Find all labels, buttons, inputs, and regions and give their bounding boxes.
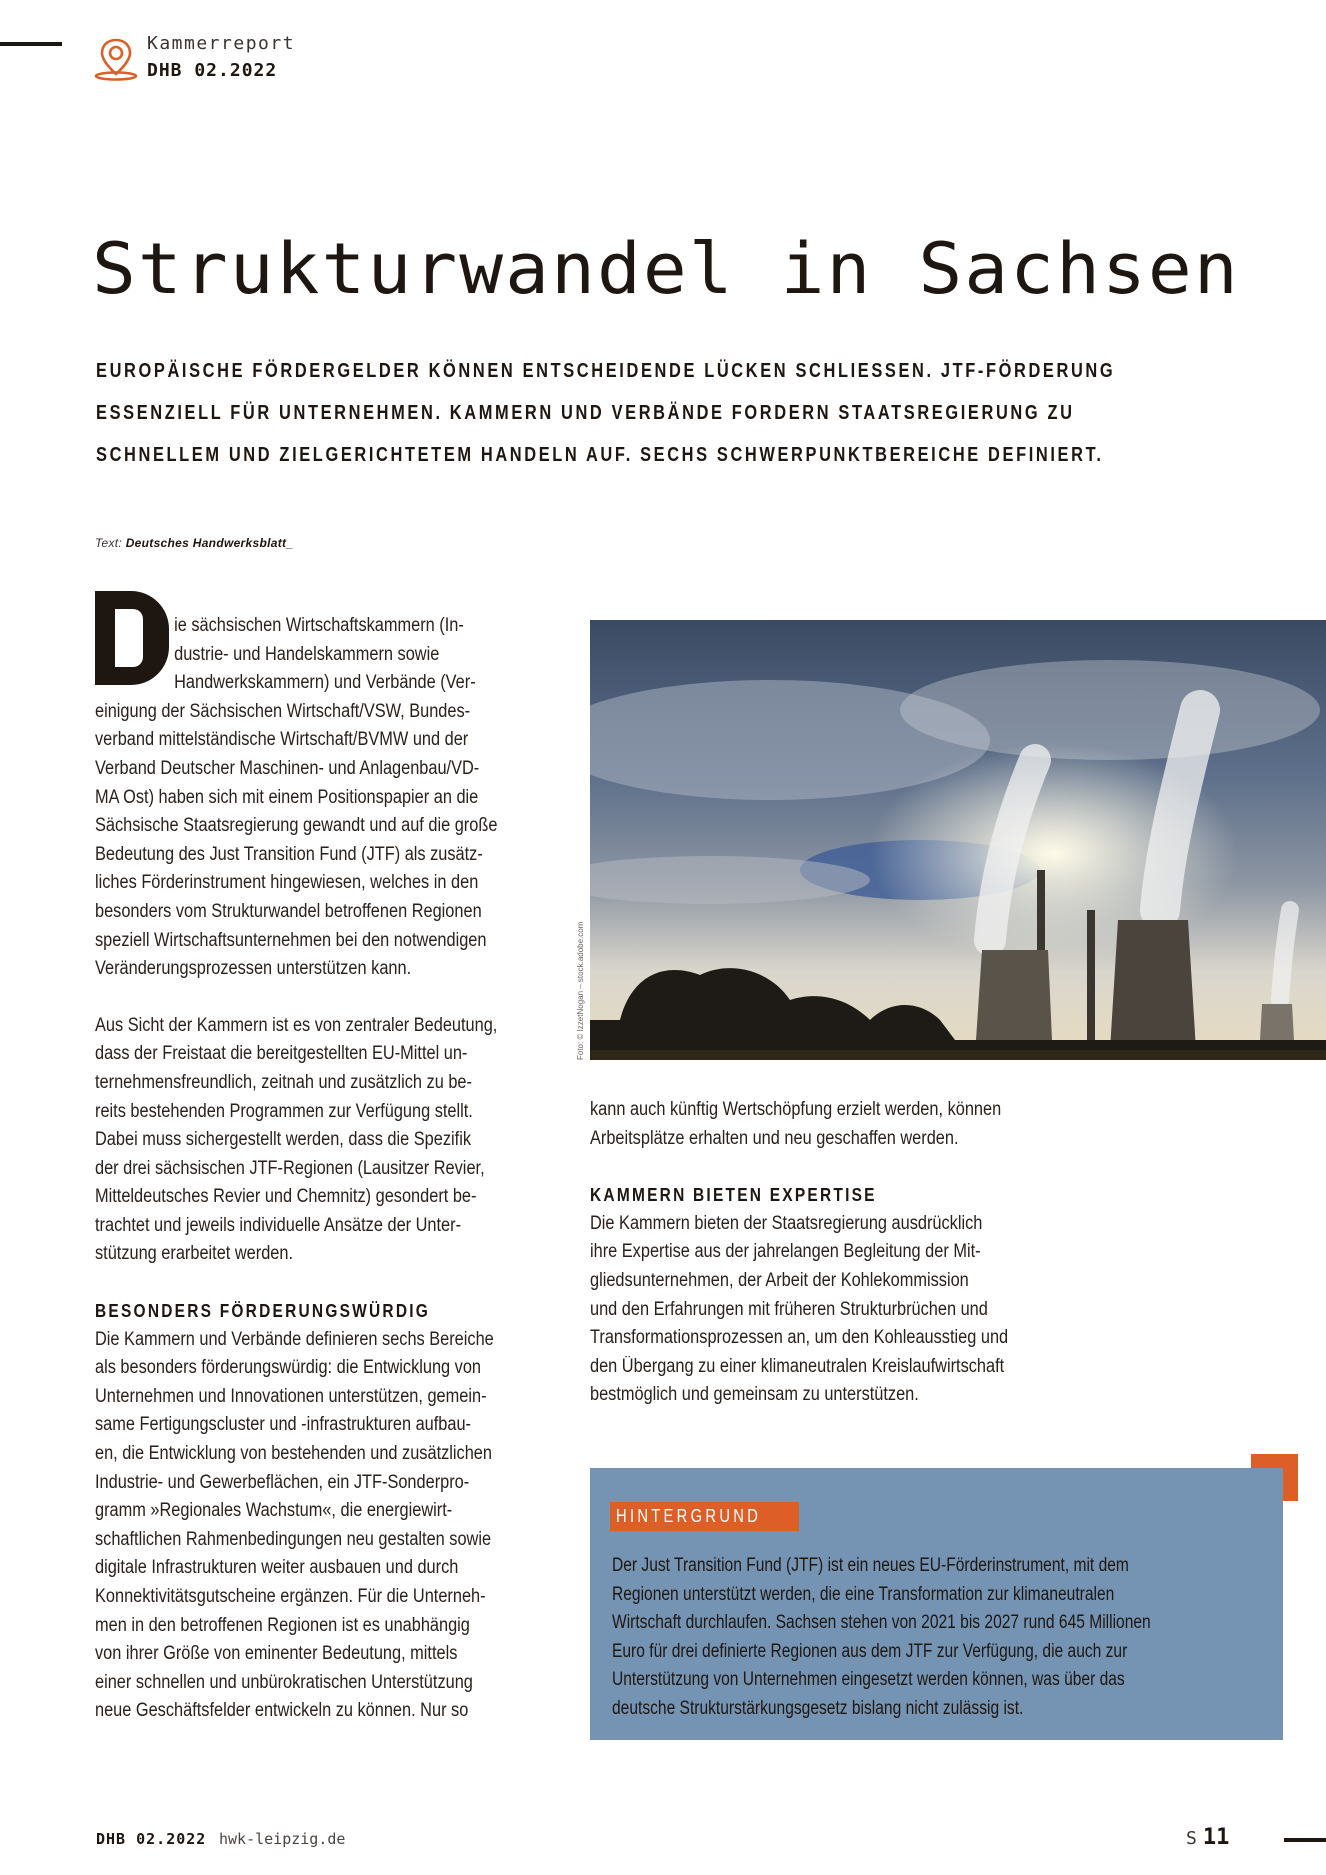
text-line: einer schnellen und unbürokratischen Unterstützung [95, 1671, 473, 1693]
lead-line: EUROPÄISCHE FÖRDERGELDER KÖNNEN ENTSCHEIDENDE LÜCKEN SCHLIESSEN. JTF-FÖRDERUNG [96, 360, 1116, 382]
text-line: Bedeutung des Just Transition Fund (JTF) als zusätz- [95, 843, 483, 865]
text-line: Dabei muss sichergestellt werden, dass die Spezifik [95, 1129, 472, 1151]
article-column-right [590, 1096, 1070, 1410]
subheading-besonders-foerderungswuerdig: BESONDERS FÖRDERUNGSWÜRDIG [95, 1301, 431, 1322]
text-line: schaftlichen Rahmenbedingungen neu gestalten sowie [95, 1528, 492, 1550]
text-line: bestmöglich und gemeinsam zu unterstützen. [590, 1384, 919, 1406]
paragraph-expertise [590, 1210, 1070, 1410]
text-line: deutsche Strukturstärkungsgesetz bislang nicht zulässig ist. [612, 1697, 1024, 1719]
page-prefix: S [1186, 1828, 1197, 1849]
text-line: Transformationsprozessen an, um den Kohleausstieg und [590, 1327, 1009, 1349]
text-line: stützung erarbeitet werden. [95, 1243, 294, 1265]
byline-label: Text: [95, 536, 123, 550]
power-plant-photo [590, 620, 1326, 1060]
footer-issue: DHB 02.2022 [96, 1830, 207, 1848]
text-line: Die Kammern bieten der Staatsregierung ausdrücklich [590, 1212, 983, 1234]
paragraph-continuation [590, 1096, 1070, 1153]
text-line: den Übergang zu einer klimaneutralen Kreislaufwirtschaft [590, 1355, 1005, 1377]
infobox-tag-label: HINTERGRUND [616, 1506, 762, 1526]
text-line: trachtet und jeweils individuelle Ansätze der Unter- [95, 1214, 462, 1236]
text-line: einigung der Sächsischen Wirtschaft/VSW, Bundes- [95, 700, 471, 722]
text-line: Unternehmen und Innovationen unterstützen, gemein- [95, 1385, 487, 1407]
text-line: gramm »Regionales Wachstum«, die energiewirt- [95, 1500, 453, 1522]
page-number-value: 11 [1202, 1825, 1230, 1850]
text-line: ternehmensfreundlich, zeitnah und zusätzlich zu be- [95, 1071, 472, 1093]
byline [95, 536, 293, 550]
footer-rule [1284, 1838, 1326, 1842]
text-line: ihre Expertise aus der jahrelangen Begleitung der Mit- [590, 1241, 981, 1263]
byline-author: Deutsches Handwerksblatt_ [125, 536, 294, 550]
issue-label: DHB 02.2022 [147, 60, 278, 81]
text-line: neue Geschäftsfelder entwickeln zu können. Nur so [95, 1700, 469, 1722]
page-number [1186, 1825, 1229, 1850]
text-line: Handwerkskammern) und Verbände (Ver- [174, 672, 476, 694]
lead-line: SCHNELLEM UND ZIELGERICHTETEM HANDELN AUF. SECHS SCHWERPUNKTBEREICHE DEFINIERT. [96, 444, 1104, 466]
text-line: verband mittelständische Wirtschaft/BVMW und der [95, 729, 469, 751]
lead-line: ESSENZIELL FÜR UNTERNEHMEN. KAMMERN UND VERBÄNDE FORDERN STAATSREGIERUNG ZU [96, 402, 1075, 424]
text-line: gliedsunternehmen, der Arbeit der Kohlekommission [590, 1269, 969, 1291]
text-line: en, die Entwicklung von bestehenden und zusätzlichen [95, 1443, 492, 1465]
text-line: Arbeitsplätze erhalten und neu geschaffen werden. [590, 1127, 959, 1149]
text-line: digitale Infrastrukturen weiter ausbauen und durch [95, 1557, 459, 1579]
text-line: Aus Sicht der Kammern ist es von zentraler Bedeutung, [95, 1014, 498, 1036]
section-kicker: Kammerreport [147, 33, 296, 54]
text-line: Konnektivitätsgutscheine ergänzen. Für die Unterneh- [95, 1586, 486, 1607]
text-line: Euro für drei definierte Regionen aus dem JTF zur Verfügung, die auch zur [612, 1640, 1128, 1662]
article-lead [96, 350, 1296, 476]
paragraph-bereiche [95, 1326, 545, 1726]
paragraph-kammern-sicht [95, 1012, 545, 1269]
text-line: dustrie- und Handelskammern sowie [174, 643, 440, 665]
text-line: dass der Freistaat die bereitgestellten EU-Mittel un- [95, 1043, 468, 1065]
page-title: Strukturwandel in Sachsen [92, 228, 1240, 310]
header-rule [0, 42, 62, 46]
text-line: reits bestehenden Programmen zur Verfügung stellt. [95, 1100, 473, 1122]
text-line: Wirtschaft durchlaufen. Sachsen stehen von 2021 bis 2027 rund 645 Millionen [612, 1612, 1151, 1634]
text-line: Regionen unterstützt werden, die eine Transformation zur klimaneutralen [612, 1583, 1115, 1605]
text-line: besonders vom Strukturwandel betroffenen Regionen [95, 900, 482, 922]
text-line: MA Ost) haben sich mit einem Positionspapier an die [95, 786, 479, 808]
text-line: Unterstützung von Unternehmen eingesetzt werden können, was über das [612, 1669, 1125, 1691]
infobox-hintergrund [590, 1468, 1283, 1740]
text-line: von ihrer Größe von eminenter Bedeutung, mittels [95, 1643, 458, 1665]
text-line: ie sächsischen Wirtschaftskammern (In- [174, 615, 464, 636]
text-line: der drei sächsischen JTF-Regionen (Lausitzer Revier, [95, 1157, 485, 1179]
text-line: same Fertigungscluster und -infrastrukturen aufbau- [95, 1414, 472, 1436]
text-line: men in den betroffenen Regionen ist es unabhängig [95, 1614, 470, 1636]
text-line: kann auch künftig Wertschöpfung erzielt werden, können [590, 1099, 1002, 1120]
text-line: Industrie- und Gewerbeflächen, ein JTF-Sonderpro- [95, 1471, 470, 1493]
text-line: liches Förderinstrument hingewiesen, welches in den [95, 872, 479, 894]
text-line: als besonders förderungswürdig: die Entwicklung von [95, 1357, 482, 1379]
infobox-body [612, 1552, 1272, 1724]
infobox-tag [610, 1502, 799, 1531]
text-line: speziell Wirtschaftsunternehmen bei den notwendigen [95, 929, 487, 951]
article-column-left [95, 612, 545, 1726]
text-line: Verband Deutscher Maschinen- und Anlagenbau/VD- [95, 757, 480, 779]
footer-url-link[interactable]: hwk-leipzig.de [219, 1830, 346, 1848]
photo-credit [573, 905, 587, 1060]
text-line: Die Kammern und Verbände definieren sechs Bereiche [95, 1328, 494, 1350]
text-line: Mitteldeutsches Revier und Chemnitz) gesondert be- [95, 1186, 477, 1208]
text-line: und den Erfahrungen mit früheren Strukturbrüchen und [590, 1298, 988, 1320]
text-line: Veränderungsprozessen unterstützen kann. [95, 958, 412, 980]
paragraph-intro [95, 612, 545, 984]
location-pin-icon [94, 36, 138, 82]
text-line: Sächsische Staatsregierung gewandt und auf die große [95, 815, 498, 837]
text-line: Der Just Transition Fund (JTF) ist ein neues EU-Förderinstrument, mit dem [612, 1555, 1129, 1576]
subheading-kammern-bieten-expertise: KAMMERN BIETEN EXPERTISE [590, 1185, 877, 1206]
photo-illustration [590, 620, 1326, 1060]
photo-credit-text: Foto: © IzzetNogan – stock.adobe.com [576, 921, 585, 1060]
